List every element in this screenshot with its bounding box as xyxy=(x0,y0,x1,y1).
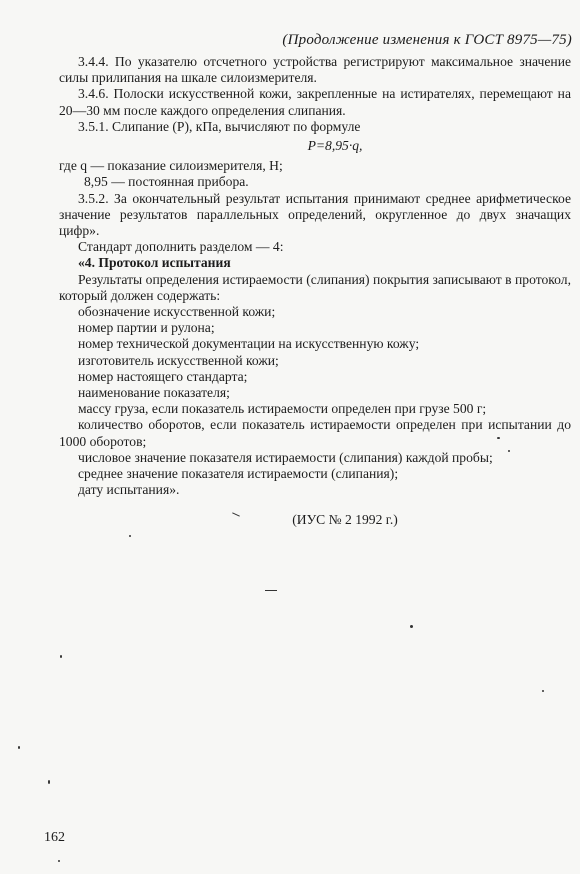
list-item: наименование показателя; xyxy=(78,385,230,401)
scan-speck xyxy=(58,860,60,862)
scan-speck xyxy=(18,746,20,749)
where-q: где q — показание силоизмерителя, Н; xyxy=(59,158,283,174)
supplement-line: Стандарт дополнить разделом — 4: xyxy=(78,239,284,255)
document-body xyxy=(59,54,571,529)
list-item: массу груза, если показатель истираемости определен при грузе 500 г; xyxy=(78,401,487,417)
scan-speck xyxy=(410,625,413,628)
paragraph-3-5-2: 3.5.2. За окончательный результат испытания принимают среднее арифметическое значение результатов параллельных определений, округленное до двух значащих цифр». xyxy=(59,190,571,239)
page-number: 162 xyxy=(44,830,65,845)
scan-speck xyxy=(129,535,131,537)
scan-speck xyxy=(508,450,510,452)
list-item: обозначение искусственной кожи; xyxy=(78,304,276,320)
section-4-intro: Результаты определения истираемости (слипания) покрытия записывают в протокол, который должен содержать: xyxy=(59,271,571,303)
list-item: изготовитель искусственной кожи; xyxy=(78,352,279,368)
list-item: количество оборотов, если показатель истираемости определен при испытании до 1000 оборотов; xyxy=(59,417,571,449)
ius-reference: (ИУС № 2 1992 г.) xyxy=(292,512,398,528)
list-item: номер партии и рулона; xyxy=(78,320,215,336)
scan-speck xyxy=(265,590,277,591)
list-item: среднее значение показателя истираемости (слипания); xyxy=(78,466,399,482)
scan-speck xyxy=(497,437,500,439)
list-item: числовое значение показателя истираемости (слипания) каждой пробы; xyxy=(78,449,493,465)
section-4-title: «4. Протокол испытания xyxy=(78,255,231,271)
scan-speck xyxy=(48,780,50,784)
paragraph-3-5-1: 3.5.1. Слипание (P), кПа, вычисляют по формуле xyxy=(78,118,361,134)
paragraph-3-4-6: 3.4.6. Полоски искусственной кожи, закрепленные на истирателях, перемещают на 20—30 мм после каждого определения слипания. xyxy=(59,86,571,118)
paragraph-3-4-4: 3.4.4. По указателю отсчетного устройства регистрируют максимальное значение силы прилипания на шкале силоизмерителя. xyxy=(59,54,571,86)
formula xyxy=(59,138,571,154)
list-item: номер технической документации на искусственную кожу; xyxy=(78,336,420,352)
scan-speck xyxy=(60,655,62,658)
where-constant: 8,95 — постоянная прибора. xyxy=(84,174,249,190)
list-item: номер настоящего стандарта; xyxy=(78,368,248,384)
formula-text: P=8,95·q, xyxy=(307,138,363,154)
running-header: (Продолжение изменения к ГОСТ 8975—75) xyxy=(282,32,572,48)
scan-speck xyxy=(542,690,544,692)
list-item: дату испытания». xyxy=(78,482,180,498)
